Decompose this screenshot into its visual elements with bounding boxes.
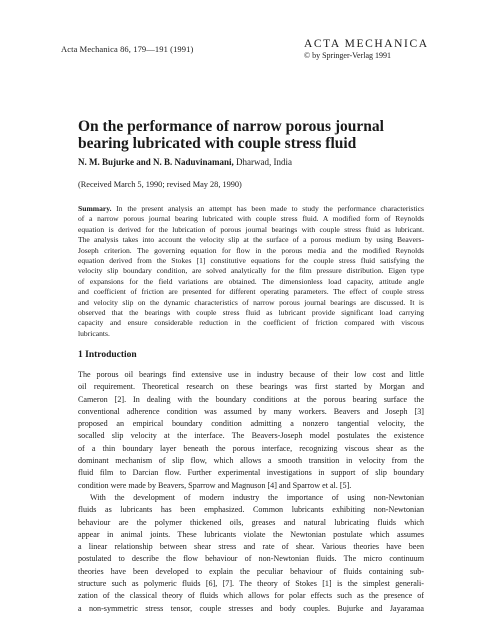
- title-line: bearing lubricated with couple stress fluid: [78, 135, 357, 152]
- body-line: behaviour are the polymer thickened oils, greases and natural lubricating fluids which: [78, 517, 424, 527]
- abstract-line: equation is derived for the lubrication of porous journal bearings with couple stress fluid as lubricant.: [78, 224, 424, 234]
- title-line: On the performance of narrow porous journal: [78, 118, 384, 135]
- body-line: structure such as polymeric fluids [6], [7]. The theory of Stokes [1] is the simplest generali-: [78, 579, 424, 589]
- author-names: N. M. Bujurke and N. B. Naduvinamani,: [78, 157, 234, 167]
- body-line: conventional adherence condition was assumed by many workers. Beavers and Joseph [3]: [78, 406, 424, 416]
- author-location: Dharwad, India: [233, 157, 293, 167]
- body-line: appear in animal joints. These lubricants violate the Newtonian postulate which assumes: [78, 529, 424, 539]
- abstract-line: velocity slip boundary condition, are solved analytically for the film pressure distribution. Eigen type: [78, 266, 424, 276]
- abstract-line: observed that the bearings with couple stress fluid as lubricant provide significant load carrying: [78, 308, 424, 318]
- section-heading: 1 Introduction: [78, 350, 137, 360]
- abstract-line: and coefficient of friction are presented for different operating parameters. The effect of couple stress: [78, 287, 424, 297]
- abstract-line: The analysis takes into account the velocity slip at the surface of a porous medium by using Beavers-: [78, 235, 424, 245]
- body-line: theories have been developed to explain the peculiar behaviour of fluids containing sub-: [78, 566, 424, 576]
- body-line: dominant mechanism of slip flow, which allows a smooth transition in velocity from the: [78, 456, 424, 466]
- body-line: postulated to describe the flow behaviour of non-Newtonian fluids. The micro continuum: [78, 554, 424, 564]
- abstract-line: equation derived from the Stokes [1] constitutive equations for the couple stress fluid satisfying the: [78, 256, 424, 266]
- journal-header: [304, 38, 432, 60]
- body-line: Cameron [2]. In dealing with the boundary conditions at the porous bearing surface the: [78, 394, 424, 404]
- abstract-line: of expansions for the field variations are obtained. The dimensionless load capacity, attitude angle: [78, 276, 424, 286]
- abstract-line: and velocity slip on the dynamic characteristics of narrow porous journal bearings are discussed. It is: [78, 297, 424, 307]
- abstract-label: Summary.: [78, 204, 112, 213]
- body-line: a non-symmetric stress tensor, couple stresses and body couples. Bujurke and Jayaramaa: [78, 603, 424, 613]
- body-line: fluids as lubricants has been emphasized. Common lubricants exhibiting non-Newtonian: [78, 505, 424, 515]
- author-line: [78, 157, 292, 167]
- paper-title: [78, 118, 408, 152]
- abstract-line: capacity and ensure considerable reduction in the coefficient of friction compared with viscous: [78, 318, 424, 328]
- abstract-line: Summary. In the present analysis an attempt has been made to study the performance characteristics: [78, 204, 424, 213]
- body-line: proposed an empirical boundary condition admitting a nonzero tangential velocity, the: [78, 419, 424, 429]
- body-line: of a thin boundary layer beneath the porous interface, recognizing viscous shear as the: [78, 443, 424, 453]
- abstract-line: Joseph criterion. The governing equation for flow in the porous media and the modified Reynolds: [78, 245, 424, 255]
- journal-citation: Acta Mechanica 86, 179—191 (1991): [61, 44, 194, 54]
- abstract-line: lubricants.: [78, 328, 110, 338]
- body-line: With the development of modern industry the importance of using non-Newtonian: [90, 492, 424, 502]
- body-line: zation of the classical theory of fluids which allows for polar effects such as the presence of: [78, 591, 424, 601]
- abstract-line: of a narrow porous journal bearing lubricated with couple stress fluid. A modified form of Reynolds: [78, 214, 424, 224]
- body-line: fluid film to Darcian flow. Further experimental investigations in support of slip boundary: [78, 468, 424, 478]
- body-line: oil requirement. Theoretical research on these bearings was first started by Morgan and: [78, 382, 424, 392]
- journal-name: ACTA MECHANICA: [304, 38, 429, 50]
- body-line: The porous oil bearings find extensive use in industry because of their low cost and little: [78, 370, 424, 379]
- copyright-notice: © by Springer-Verlag 1991: [304, 51, 392, 60]
- body-line: a linear relationship between shear stress and rate of shear. Various theories have been: [78, 542, 424, 552]
- received-dates: (Received March 5, 1990; revised May 28, 1990): [78, 180, 242, 189]
- introduction-text: [78, 369, 424, 615]
- body-line: socalled slip velocity at the interface. The Beavers-Joseph model postulates the existence: [78, 431, 424, 441]
- abstract: [78, 204, 424, 339]
- body-line: condition were made by Beavers, Sparrow and Magnuson [4] and Sparrow et al. [5].: [78, 480, 352, 490]
